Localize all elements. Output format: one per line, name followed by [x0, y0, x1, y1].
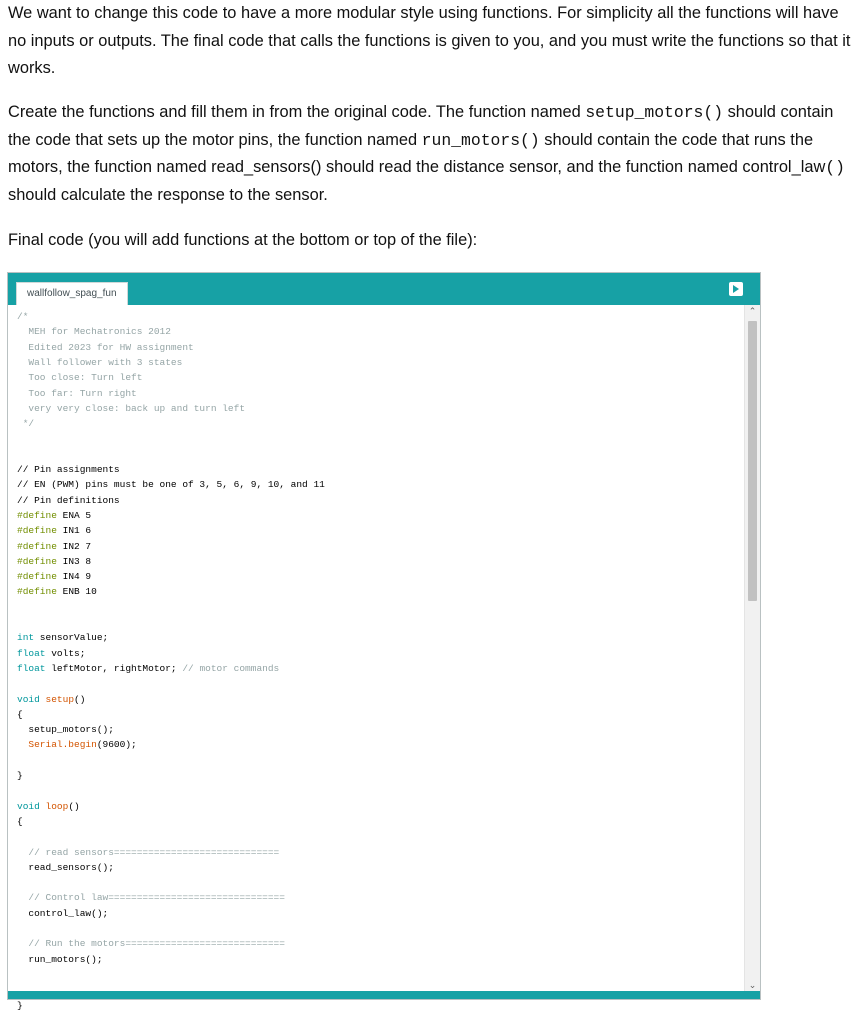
code-token-rest: volts;	[45, 647, 86, 659]
code-line: }	[17, 999, 23, 1011]
code-token-fn: loop	[39, 800, 69, 812]
editor-tab-bar	[8, 273, 760, 305]
code-line: Too far: Turn right	[17, 387, 137, 399]
code-line	[17, 892, 285, 904]
code-line: setup_motors();	[17, 724, 114, 736]
code-line	[17, 663, 279, 675]
code-token-rest: (9600);	[96, 739, 137, 751]
code-editor-area[interactable]	[8, 305, 745, 1011]
code-line: read_sensors();	[17, 861, 114, 873]
tab-menu-arrow-icon[interactable]	[729, 282, 743, 296]
code-token-fn: Serial.begin	[17, 739, 97, 751]
code-token-type: float	[17, 647, 46, 659]
code-line: Wall follower with 3 states	[17, 356, 183, 368]
intro-paragraph: We want to change this code to have a more modular style using functions. For simplicity all the functions will have no inputs or outputs. The final code that calls the functions is given to you, and you must write the functions so that it works.	[8, 4, 851, 77]
code-line	[17, 694, 85, 706]
code-token-rest: ()	[68, 800, 80, 812]
code-token-comment: // motor commands	[182, 662, 280, 674]
code-line	[17, 847, 279, 859]
code-token-kw: #define	[17, 555, 57, 567]
code-line: // Pin assignments	[17, 464, 120, 475]
code-token-kw: #define	[17, 509, 57, 521]
code-line: very very close: back up and turn left	[17, 402, 246, 414]
code-token-comment: // Run the motors============================	[17, 938, 285, 950]
code-token-kw: #define	[17, 540, 57, 552]
code-token-rest: sensorValue;	[34, 632, 109, 644]
instructions-text-c: should contain the code that runs the motors, the function named read_sensors() should read the distance sensor, and the function named control_law	[8, 130, 826, 176]
final-code-caption: Final code (you will add functions at the bottom or top of the file):	[8, 231, 478, 249]
sketch-tab[interactable]: wallfollow_spag_fun	[16, 282, 128, 305]
code-token-rest: ENB 10	[56, 586, 97, 598]
code-token-type: void	[17, 800, 40, 812]
code-token-rest: IN1 6	[56, 525, 92, 537]
code-token-kw: #define	[17, 571, 57, 583]
code-token-type: float	[17, 662, 46, 674]
code-line	[17, 556, 91, 568]
scroll-up-arrow-icon[interactable]: ⌃	[748, 307, 757, 317]
code-line	[17, 801, 80, 813]
code-line	[17, 525, 91, 537]
code-token-rest: leftMotor, rightMotor;	[45, 662, 183, 674]
instructions-text-d: should calculate the response to the sensor.	[8, 185, 328, 204]
instructions-text-b: should contain the code that sets up the motor pins, the function named	[8, 103, 834, 149]
setup-motors-fn-name: setup_motors()	[585, 103, 724, 122]
code-line: */	[17, 418, 35, 430]
code-token-fn: setup	[39, 693, 75, 705]
vertical-scrollbar[interactable]	[744, 305, 760, 993]
code-line: {	[17, 815, 23, 827]
code-line: MEH for Mechatronics 2012	[17, 326, 171, 338]
editor-bottom-strip	[8, 991, 760, 999]
code-token-kw: #define	[17, 586, 57, 598]
code-line: run_motors();	[17, 953, 103, 965]
code-line: // Pin definitions	[17, 494, 120, 506]
code-token-rest: IN4 9	[56, 571, 92, 583]
instructions-text-a: Create the functions and fill them in from the original code. The function named	[8, 103, 586, 121]
code-line: control_law();	[17, 907, 109, 919]
code-line	[17, 586, 97, 598]
code-line	[17, 938, 285, 950]
scroll-thumb[interactable]	[748, 321, 757, 601]
code-token-rest: ()	[74, 693, 86, 705]
code-token-rest: IN2 7	[56, 540, 92, 552]
code-token-rest: ENA 5	[56, 509, 92, 521]
code-line	[17, 571, 91, 583]
control-law-parens: ()	[825, 158, 845, 177]
code-token-rest: IN3 8	[56, 555, 92, 567]
code-line: /*	[17, 311, 29, 322]
code-token-type: int	[17, 632, 35, 644]
code-line: }	[17, 770, 23, 781]
code-token-comment: // read sensors=============================	[17, 846, 280, 858]
scroll-down-arrow-icon[interactable]: ⌄	[748, 981, 757, 991]
code-token-comment: // Control law===============================	[17, 892, 285, 904]
instructions-paragraph	[8, 99, 858, 209]
code-line: Edited 2023 for HW assignment	[17, 341, 194, 353]
code-line	[17, 739, 137, 751]
arduino-editor-window	[7, 272, 761, 1011]
code-line: // EN (PWM) pins must be one of 3, 5, 6, 9, 10, and 11	[17, 479, 325, 491]
code-line	[17, 648, 85, 660]
code-token-type: void	[17, 693, 40, 705]
code-line	[17, 632, 108, 644]
code-line: {	[17, 708, 23, 720]
code-line	[17, 541, 91, 553]
code-line	[17, 510, 91, 522]
code-line: Too close: Turn left	[17, 372, 143, 384]
code-token-kw: #define	[17, 525, 57, 537]
run-motors-fn-name: run_motors()	[421, 130, 540, 150]
